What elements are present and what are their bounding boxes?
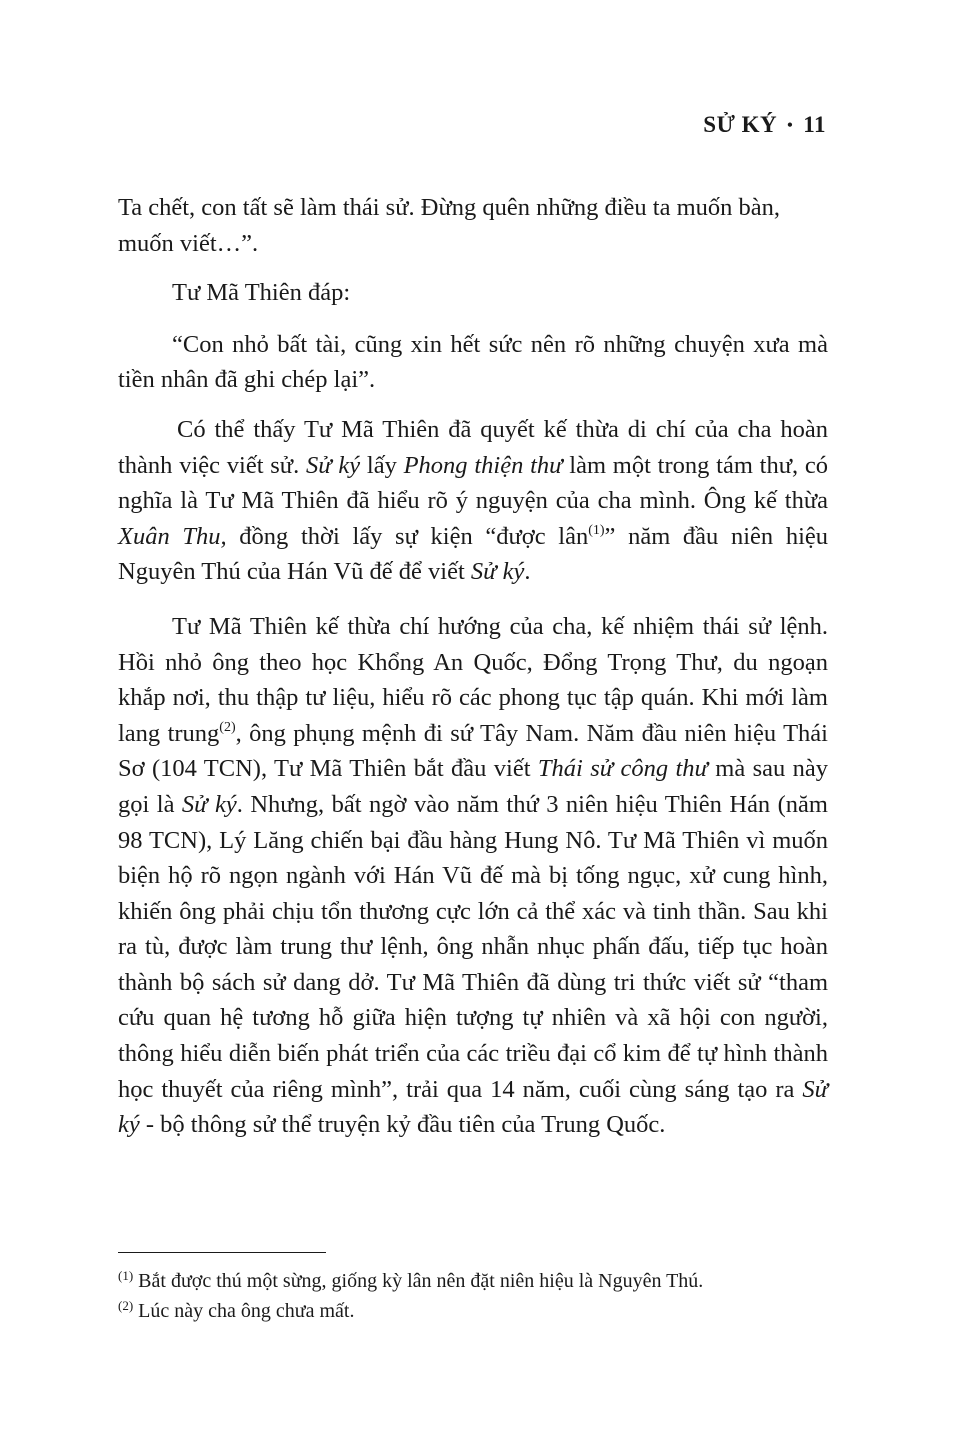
- p4-italic-1: Sử ký: [305, 451, 361, 479]
- footnotes: [118, 1266, 828, 1326]
- p5-text-5: - bộ thông sử thể truyện kỷ đầu tiên của Trung Quốc.: [139, 1111, 666, 1139]
- p5-italic-2: Sử ký: [181, 790, 237, 818]
- paragraph-4: [118, 412, 828, 590]
- footnote-1: [118, 1266, 828, 1296]
- p4-italic-4: Sử ký: [470, 558, 525, 586]
- footnote-1-mark: (1): [118, 1268, 134, 1283]
- running-title: SỬ KÝ: [703, 112, 778, 137]
- p4-text-1: Có thể thấy Tư Mã Thiên đã quyết kế thừa di chí của cha hoàn thành việc viết sử.: [118, 415, 828, 479]
- paragraph-2: Tư Mã Thiên đáp:: [172, 279, 351, 307]
- footnote-1-text: Bắt được thú một sừng, giống kỳ lân nên đặt niên hiệu là Nguyên Thú.: [133, 1270, 704, 1292]
- paragraph-3: “Con nhỏ bất tài, cũng xin hết sức nên rõ những chuyện xưa mà tiền nhân đã ghi chép lại”.: [118, 330, 828, 394]
- p5-italic-3: Sử ký: [118, 1075, 828, 1139]
- p5-italic-1: Thái sử công thư: [537, 755, 708, 783]
- footnote-ref-1: (1): [588, 522, 605, 538]
- p4-italic-2: Phong thiện thư: [403, 451, 563, 479]
- p4-text-2: lấy: [360, 451, 404, 479]
- footnote-ref-2: (2): [219, 719, 236, 735]
- p4-text-4: đồng thời lấy sự kiện “được lân: [226, 522, 589, 550]
- p5-text-4: . Nhưng, bất ngờ vào năm thứ 3 niên hiệu Thiên Hán (năm 98 TCN), Lý Lăng chiến bại đầu hàng Hung Nô. Tư Mã Thiên vì muốn biện hộ rõ ngọn ngành với Hán Vũ đế mà bị tống ngục, xử cung hình, khiến ông phải chịu tổn thương cực lớn cả thể xác và tinh thần. Sau khi ra tù, được làm trung thư lệnh, ông nhẫn nhục phấn đấu, tiếp tục hoàn thành bộ sách sử dang dở. Tư Mã Thiên đã dùng tri thức viết sử “tham cứu quan hệ tương hỗ giữa hiện tượng tự nhiên và xã hội con người, thông hiểu diễn biến phát triển của các triều đại cổ kim để tự hình thành học thuyết của riêng mình”, trải qua 14 năm, cuối cùng sáng tạo ra: [118, 790, 828, 1103]
- running-header: [703, 112, 826, 138]
- p4-text-5: ” năm đầu niên hiệu Nguyên Thú của Hán Vũ đế để viết: [118, 522, 829, 586]
- p5-text-1: Tư Mã Thiên kế thừa chí hướng của cha, kế nhiệm thái sử lệnh. Hồi nhỏ ông theo học Khổng An Quốc, Đổng Trọng Thư, du ngoạn khắp nơi, thu thập tư liệu, hiểu rõ các phong tục tập quán. Khi mới làm lang trung: [118, 612, 828, 747]
- footnote-2-mark: (2): [118, 1298, 134, 1313]
- header-separator: •: [787, 117, 794, 134]
- paragraph-1: [118, 190, 828, 261]
- main-text: [118, 190, 828, 1143]
- p5-text-2: , ông phụng mệnh đi sứ Tây Nam. Năm đầu niên hiệu Thái Sơ (104 TCN), Tư Mã Thiên bắt đầu viết: [118, 719, 828, 783]
- paragraph-1-line-1: Ta chết, con tất sẽ làm thái sử. Đừng quên những điều ta muốn bàn,: [118, 194, 781, 221]
- footnote-divider: [118, 1252, 326, 1253]
- page-number: 11: [803, 112, 826, 137]
- p4-text-3: làm một trong tám thư, có nghĩa là Tư Mã Thiên đã hiểu rõ ý nguyện của cha mình. Ông kế thừa: [118, 451, 829, 515]
- p4-italic-3: Xuân Thu,: [118, 522, 227, 550]
- p5-text-3: mà sau này gọi là: [118, 755, 828, 818]
- paragraph-5: [118, 609, 828, 1143]
- footnote-2: [118, 1296, 828, 1326]
- footnote-2-text: Lúc này cha ông chưa mất.: [133, 1300, 355, 1322]
- paragraph-1-line-2: muốn viết…”.: [118, 229, 259, 257]
- p4-text-6: .: [524, 558, 531, 586]
